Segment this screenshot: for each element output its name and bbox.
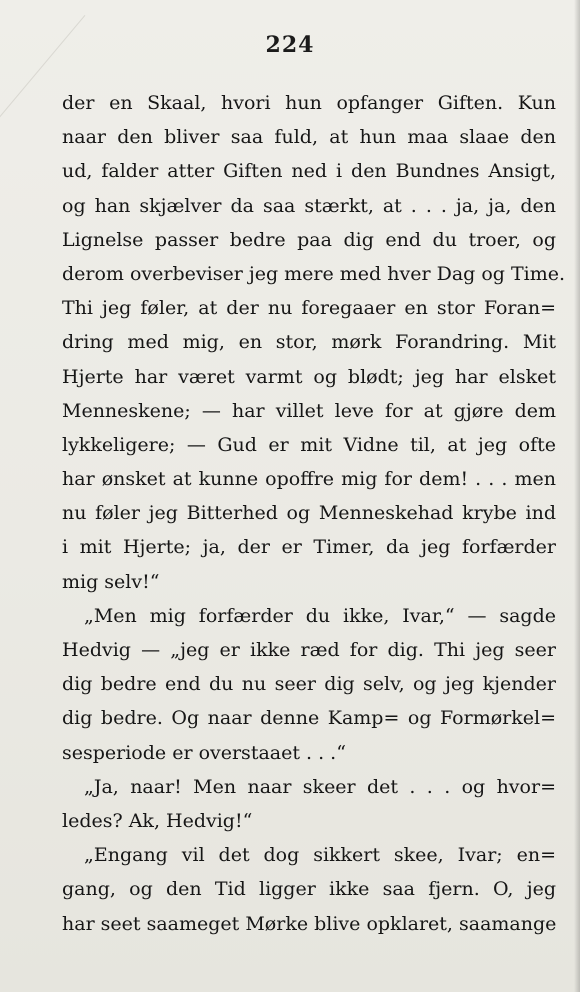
text-line: Menneskene; — har villet leve for at gjøre dem	[62, 399, 556, 422]
text-line: ud, falder atter Giften ned i den Bundnes Ansigt,	[62, 160, 556, 183]
text-line: „Men mig forfærder du ikke, Ivar,“ — sagde	[84, 604, 556, 627]
text-line: dring med mig, en stor, mørk Forandring. Mit	[62, 331, 556, 354]
text-line: har ønsket at kunne opoffre mig for dem! . . . men	[62, 468, 556, 491]
text-line: „Ja, naar! Men naar skeer det . . . og hvor=	[84, 775, 556, 798]
text-line: gang, og den Tid ligger ikke saa fjern. O, jeg	[62, 878, 556, 901]
text-line: ledes? Ak, Hedvig!“	[62, 809, 253, 832]
text-line: har seet saameget Mørke blive opklaret, saamange	[62, 912, 557, 935]
text-line: naar den bliver saa fuld, at hun maa slaae den	[62, 126, 556, 149]
text-line: „Engang vil det dog sikkert skee, Ivar; en=	[84, 844, 556, 867]
text-line: derom overbeviser jeg mere med hver Dag og Time.	[62, 262, 566, 285]
text-line: Lignelse passer bedre paa dig end du troer, og	[62, 228, 556, 251]
body-text	[62, 86, 566, 941]
text-line: dig bedre. Og naar denne Kamp= og Formørkel=	[62, 707, 556, 730]
text-line: mig selv!“	[62, 570, 160, 593]
text-line: nu føler jeg Bitterhed og Menneskehad krybe ind	[62, 502, 556, 525]
text-line: Hedvig — „jeg er ikke ræd for dig. Thi jeg seer	[62, 639, 556, 661]
text-line: lykkeligere; — Gud er mit Vidne til, at jeg ofte	[62, 433, 556, 456]
text-line: og han skjælver da saa stærkt, at . . . ja, ja, den	[62, 194, 556, 217]
text-line: dig bedre end du nu seer dig selv, og jeg kjender	[62, 673, 556, 696]
text-line: Hjerte har været varmt og blødt; jeg har elsket	[62, 365, 556, 388]
page-number: 224	[265, 32, 315, 58]
text-line: Thi jeg føler, at der nu foregaaer en stor Foran=	[62, 297, 556, 320]
text-line: i mit Hjerte; ja, der er Timer, da jeg forfærder	[62, 536, 556, 559]
page-edge-shadow	[574, 0, 580, 992]
text-line: sesperiode er overstaaet . . .“	[62, 741, 346, 764]
text-line: der en Skaal, hvori hun opfanger Giften. Kun	[62, 92, 556, 114]
